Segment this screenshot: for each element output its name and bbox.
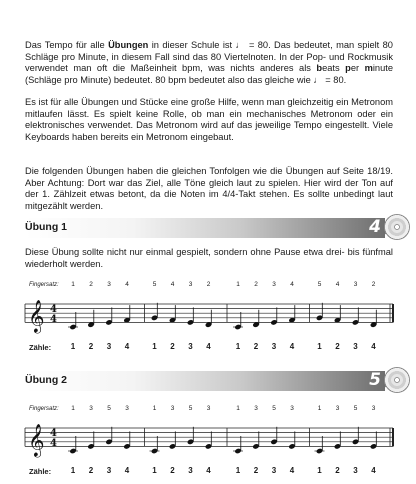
fingering-number: 4 — [125, 281, 129, 288]
music-staff — [0, 414, 416, 477]
exercise-2-title: Übung 2 — [25, 374, 67, 386]
fingering-number: 5 — [353, 405, 358, 412]
count-number: 3 — [353, 342, 358, 352]
count-number: 1 — [235, 342, 241, 352]
fingering-number: 3 — [335, 405, 340, 412]
count-number: 1 — [70, 466, 76, 476]
header-gradient-bar — [25, 218, 385, 238]
fingering-number: 5 — [188, 405, 193, 412]
track-number-5: 5 — [369, 370, 381, 390]
fingering-number: 3 — [290, 405, 294, 412]
count-number: 4 — [124, 466, 130, 476]
fingering-number: 3 — [170, 405, 175, 412]
time-signature-bottom: 4 — [50, 437, 57, 449]
fingering-number: 5 — [152, 281, 157, 288]
fingering-number: 1 — [152, 405, 157, 412]
fingering-number: 1 — [71, 405, 75, 412]
treble-clef: 𝄞 — [28, 423, 45, 457]
track-number-4: 4 — [369, 217, 381, 237]
intro-text: in dieser Schule ist ♩ = 80. Das bedeutet, man spielt 80 Schläge pro Minute, in diesem Fall sind das 80 Viertelnoten. In der Pop- und Rockmusik verwendet man oft die Maßeinheit bpm, was nichts anderes als — [25, 40, 393, 74]
fingering-number: 3 — [125, 405, 129, 412]
fingering-number: 1 — [236, 405, 240, 412]
count-number: 4 — [289, 466, 295, 476]
fingering-number: 3 — [107, 281, 111, 288]
fingering-number: 3 — [89, 405, 93, 412]
time-signature-top: 4 — [50, 428, 57, 440]
intro-text: inute (Schläge pro Minute) bedeutet. 80 bpm bedeutet also das gleiche wie ♩ = 80. — [25, 63, 394, 85]
count-number: 3 — [271, 466, 277, 476]
intro-paragraph-metronome: Es ist für alle Übungen und Stücke eine große Hilfe, wenn man gleichzeitig ein Metronom mitlaufen lässt. Es spielt keine Rolle, ob man ein mechanisches Metronom oder ein elektronisches verwendet. Das Metronom wird auf das jeweilige Tempo eingestellt. Viele Keyboards haben bereits ein Metronom eingebaut. — [25, 97, 393, 142]
count-number: 1 — [152, 342, 157, 352]
fingering-number: 4 — [290, 281, 294, 288]
bpm-m: m — [364, 63, 373, 74]
intro-paragraph-tempo — [25, 40, 393, 86]
count-number: 3 — [106, 342, 112, 352]
fingering-number: 2 — [206, 281, 211, 288]
zaehle-label: Zähle: — [29, 467, 52, 477]
fingering-number: 5 — [107, 405, 111, 412]
cd-icon — [384, 367, 410, 393]
intro-bold-uebungen: Übungen — [108, 40, 149, 50]
intro-paragraph-exercises: Die folgenden Übungen haben die gleichen Tonfolgen wie die Übungen auf Seite 18/19. Aber Achtung: Dort war das Ziel, alle Töne gleich laut zu spielen. Hier wird der Ton auf der 1. Zählzeit etwas betont, da die Noten im 4/4-Takt stehen. Es sollte unbedingt laut mitgezählt werden. — [25, 166, 393, 211]
exercise-1-title: Übung 1 — [25, 221, 67, 233]
intro-text: eats — [322, 63, 346, 74]
fingering-number: 3 — [371, 405, 376, 412]
cd-icon — [384, 214, 410, 240]
bpm-p: p — [345, 63, 351, 74]
count-number: 1 — [317, 466, 322, 476]
fingering-number: 1 — [236, 281, 240, 288]
count-number: 3 — [271, 342, 277, 352]
count-number: 4 — [289, 342, 295, 352]
exercise-2-header — [25, 371, 385, 391]
exercise-1-description: Diese Übung sollte nicht nur einmal gespielt, sondern ohne Pause etwa drei- bis fünfmal wiederholt werden. — [25, 247, 393, 269]
bpm-b: b — [316, 63, 323, 74]
fingersatz-label: Fingersatz: — [29, 282, 59, 288]
fingering-number: 3 — [188, 281, 193, 288]
count-number: 2 — [170, 342, 175, 352]
fingering-number: 2 — [371, 281, 376, 288]
fingering-number: 3 — [206, 405, 211, 412]
count-number: 2 — [335, 342, 340, 352]
header-gradient-bar — [25, 371, 385, 391]
intro-text: er — [350, 63, 365, 74]
fingering-number: 2 — [89, 281, 93, 288]
count-number: 2 — [88, 342, 94, 352]
fingering-number: 5 — [272, 405, 276, 412]
count-number: 4 — [371, 342, 376, 352]
music-staff — [0, 290, 416, 353]
count-number: 3 — [188, 466, 193, 476]
count-number: 1 — [235, 466, 241, 476]
count-number: 2 — [335, 466, 340, 476]
fingering-number: 2 — [254, 281, 258, 288]
fingering-number: 5 — [317, 281, 322, 288]
count-number: 1 — [317, 342, 322, 352]
treble-clef: 𝄞 — [28, 299, 45, 333]
count-number: 2 — [253, 466, 259, 476]
time-signature-top: 4 — [50, 304, 57, 316]
time-signature-bottom: 4 — [50, 313, 57, 325]
zaehle-label: Zähle: — [29, 343, 52, 353]
fingersatz-label: Fingersatz: — [29, 406, 59, 412]
fingering-number: 3 — [272, 281, 276, 288]
count-number: 4 — [371, 466, 376, 476]
fingering-number: 4 — [170, 281, 175, 288]
count-number: 3 — [106, 466, 112, 476]
fingering-number: 1 — [317, 405, 322, 412]
count-number: 2 — [253, 342, 259, 352]
fingering-number: 3 — [353, 281, 358, 288]
count-number: 3 — [353, 466, 358, 476]
count-number: 2 — [170, 466, 175, 476]
count-number: 2 — [88, 466, 94, 476]
count-number: 4 — [206, 342, 211, 352]
count-number: 3 — [188, 342, 193, 352]
fingering-number: 4 — [335, 281, 340, 288]
fingering-number: 3 — [254, 405, 258, 412]
exercise-1-header — [25, 218, 385, 238]
count-number: 4 — [206, 466, 211, 476]
fingering-number: 1 — [71, 281, 75, 288]
count-number: 1 — [70, 342, 76, 352]
intro-text: Das Tempo für alle — [25, 40, 109, 50]
count-number: 4 — [124, 342, 130, 352]
count-number: 1 — [152, 466, 157, 476]
